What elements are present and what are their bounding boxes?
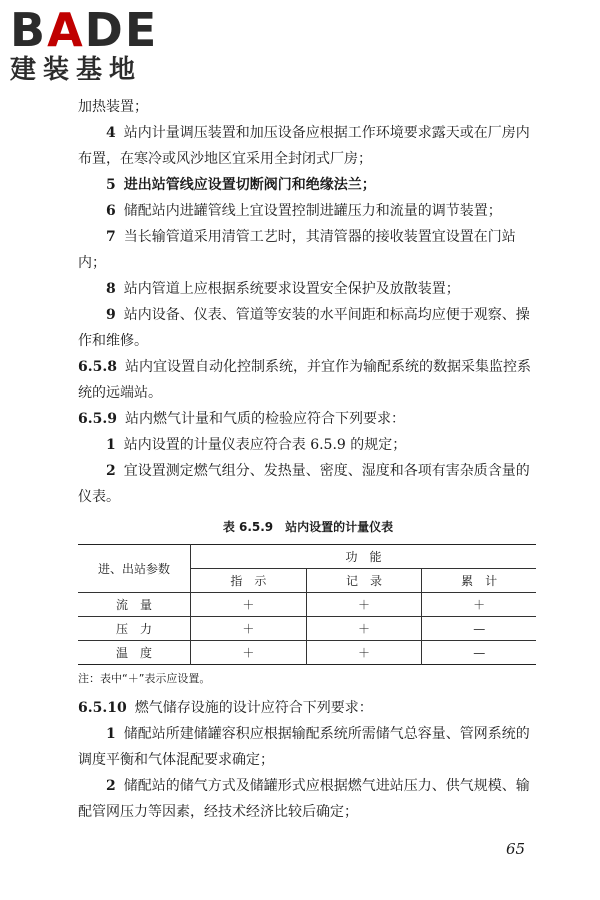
section-text: 站内宜设置自动化控制系统，并宜作为输配系统的数据采集监控系统的远端站。 xyxy=(78,359,531,401)
section-number: 6.5.10 xyxy=(78,700,127,716)
item-number: 7 xyxy=(106,229,116,245)
item-number: 1 xyxy=(106,437,116,453)
cell-accumulate: — xyxy=(422,641,536,665)
row-label: 压 力 xyxy=(78,617,191,641)
item-text: 宜设置测定燃气组分、发热量、密度、湿度和各项有害杂质含量的仪表。 xyxy=(78,463,530,505)
section-6-5-10 xyxy=(78,695,538,721)
subheader-record: 记 录 xyxy=(306,569,422,593)
item-6-5-10-1 xyxy=(78,721,538,773)
section-number: 6.5.9 xyxy=(78,411,117,427)
section-6-5-8 xyxy=(78,354,538,406)
page-number: 65 xyxy=(506,840,526,858)
row-label: 温 度 xyxy=(78,641,191,665)
header-function: 功 能 xyxy=(191,545,537,569)
item-8 xyxy=(78,276,538,302)
item-9 xyxy=(78,302,538,354)
item-number: 9 xyxy=(106,307,116,323)
cell-indicate: ＋ xyxy=(191,617,307,641)
page-content xyxy=(78,94,538,825)
item-number: 6 xyxy=(106,203,116,219)
item-number: 5 xyxy=(106,177,116,193)
paragraph-heating: 加热装置； xyxy=(78,99,148,115)
subheader-indicate: 指 示 xyxy=(191,569,307,593)
item-4 xyxy=(78,120,538,172)
cell-accumulate: — xyxy=(422,617,536,641)
table-header-row xyxy=(78,545,536,569)
item-text: 储配站所建储罐容积应根据输配系统所需储气总容量、管网系统的调度平衡和气体混配要求确定； xyxy=(78,726,530,768)
item-text: 储配站的储气方式及储罐形式应根据燃气进站压力、供气规模、输配管网压力等因素，经技术经济比较后确定； xyxy=(78,778,530,820)
item-6-5-10-2 xyxy=(78,773,538,825)
logo-brand xyxy=(10,3,159,57)
item-text: 站内设备、仪表、管道等安装的水平间距和标高均应便于观察、操作和维修。 xyxy=(78,307,530,349)
item-text: 站内管道上应根据系统要求设置安全保护及放散装置； xyxy=(123,281,460,297)
meter-table xyxy=(78,544,536,665)
cell-record: ＋ xyxy=(306,593,422,617)
table-row xyxy=(78,617,536,641)
cell-record: ＋ xyxy=(306,617,422,641)
logo-subtitle: 建装基地 xyxy=(10,55,143,85)
logo-brand-b: B xyxy=(10,3,48,57)
cell-indicate: ＋ xyxy=(191,593,307,617)
table-note: 注：表中“＋”表示应设置。 xyxy=(78,672,211,685)
subheader-accumulate: 累 计 xyxy=(422,569,536,593)
item-number: 2 xyxy=(106,778,116,794)
item-text: 储配站内进罐管线上宜设置控制进罐压力和流量的调节装置； xyxy=(123,203,502,219)
item-text: 进出站管线应设置切断阀门和绝缘法兰； xyxy=(123,177,376,193)
section-number: 6.5.8 xyxy=(78,359,117,375)
logo-brand-de: DE xyxy=(84,3,159,57)
item-number: 1 xyxy=(106,726,116,742)
cell-record: ＋ xyxy=(306,641,422,665)
section-text: 站内燃气计量和气质的检验应符合下列要求： xyxy=(124,411,405,427)
item-number: 8 xyxy=(106,281,116,297)
item-5 xyxy=(78,172,538,198)
item-6-5-9-1 xyxy=(78,432,538,458)
table-caption: 表 6.5.9 站内设置的计量仪表 xyxy=(222,520,394,534)
item-6 xyxy=(78,198,538,224)
table-row xyxy=(78,641,536,665)
section-6-5-9 xyxy=(78,406,538,432)
item-6-5-9-2 xyxy=(78,458,538,510)
item-7 xyxy=(78,224,538,276)
cell-accumulate: ＋ xyxy=(422,593,536,617)
row-label: 流 量 xyxy=(78,593,191,617)
item-text: 站内设置的计量仪表应符合表 6.5.9 的规定； xyxy=(123,437,407,453)
item-text: 当长输管道采用清管工艺时，其清管器的接收装置宜设置在门站内； xyxy=(78,229,516,271)
logo-brand-a: A xyxy=(47,3,85,57)
cell-indicate: ＋ xyxy=(191,641,307,665)
table-row xyxy=(78,593,536,617)
item-number: 2 xyxy=(106,463,116,479)
bade-logo xyxy=(10,3,159,86)
item-text: 站内计量调压装置和加压设备应根据工作环境要求露天或在厂房内布置，在寒冷或风沙地区宜采用全封闭式厂房； xyxy=(78,125,530,167)
section-text: 燃气储存设施的设计应符合下列要求： xyxy=(134,700,373,716)
header-param: 进、出站参数 xyxy=(78,545,191,593)
item-number: 4 xyxy=(106,125,116,141)
